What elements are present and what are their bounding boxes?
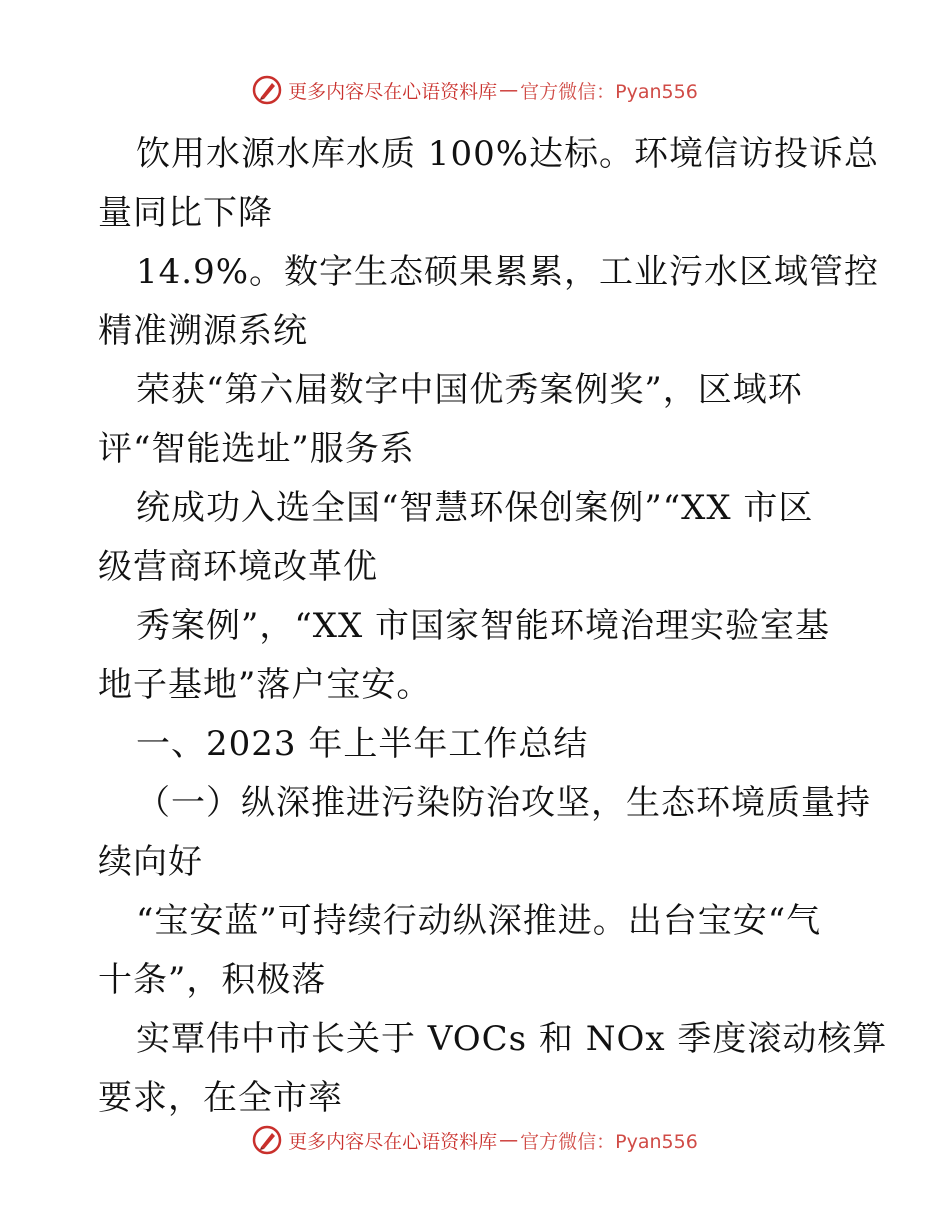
watermark-text: 更多内容尽在心语资料库 bbox=[288, 1130, 498, 1153]
pen-logo-icon bbox=[252, 1125, 282, 1155]
watermark-dash: — bbox=[499, 1129, 519, 1151]
text-line: 评“智能选址”服务系 bbox=[98, 429, 415, 469]
watermark-dash: — bbox=[499, 79, 519, 101]
text-line: 统成功入选全国“智慧环保创案例”“XX 市区 bbox=[136, 488, 814, 528]
text-line: 续向好 bbox=[98, 842, 203, 882]
watermark-official: 官方微信：Pyan556 bbox=[520, 1130, 698, 1153]
document-body bbox=[98, 125, 888, 1128]
pen-logo-icon bbox=[252, 75, 282, 105]
text-line: 实覃伟中市长关于 VOCs 和 NOx 季度滚动核算 bbox=[136, 1019, 888, 1059]
text-line: 十条”，积极落 bbox=[98, 960, 327, 1000]
watermark-official: 官方微信：Pyan556 bbox=[520, 80, 698, 103]
text-line: 地子基地”落户宝安。 bbox=[98, 665, 432, 705]
watermark-footer bbox=[0, 1120, 950, 1160]
text-line: 饮用水源水库水质 100%达标。环境信访投诉总 bbox=[136, 134, 880, 174]
text-line: 级营商环境改革优 bbox=[98, 547, 378, 587]
text-line: 量同比下降 bbox=[98, 193, 273, 233]
text-line: 荣获“第六届数字中国优秀案例奖”，区域环 bbox=[136, 370, 803, 410]
watermark-header bbox=[0, 70, 950, 110]
text-line: 一、2023 年上半年工作总结 bbox=[136, 724, 589, 764]
text-line: （一）纵深推进污染防治攻坚，生态环境质量持 bbox=[136, 783, 871, 823]
text-line: 要求，在全市率 bbox=[98, 1078, 343, 1118]
text-line: “宝安蓝”可持续行动纵深推进。出台宝安“气 bbox=[136, 901, 822, 941]
text-line: 14.9%。数字生态硕果累累，工业污水区域管控 bbox=[136, 252, 880, 292]
text-line: 秀案例”，“XX 市国家智能环境治理实验室基 bbox=[136, 606, 830, 646]
text-line: 精准溯源系统 bbox=[98, 311, 308, 351]
watermark-text: 更多内容尽在心语资料库 bbox=[288, 80, 498, 103]
